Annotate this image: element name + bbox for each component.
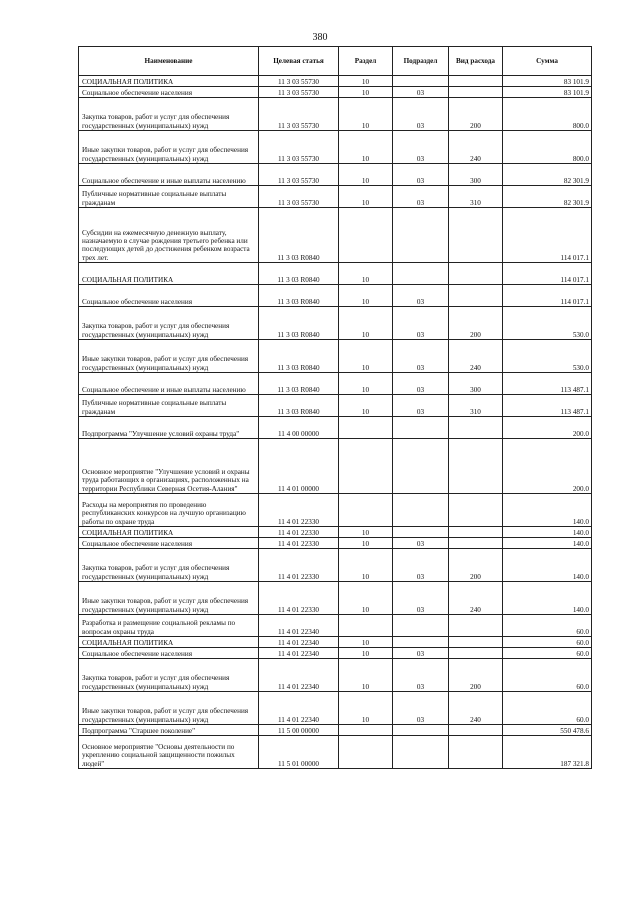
row-amount-cell: 140.0 [503,582,592,615]
row-expense-type-cell [449,538,503,549]
row-name-cell: Иные закупки товаров, работ и услуг для обеспечения государственных (муниципальных) нужд [79,340,259,373]
row-subsection-cell [393,494,449,527]
row-amount-cell: 82 301.9 [503,186,592,208]
row-target-cell: 11 4 01 22340 [259,637,339,648]
row-section-cell: 10 [339,307,393,340]
row-section-cell: 10 [339,263,393,285]
table-row [79,659,592,692]
row-section-cell: 10 [339,87,393,98]
row-target-cell: 11 5 01 00000 [259,736,339,769]
row-name-cell: Субсидии на ежемесячную денежную выплату, назначаемую в случае рождения третьего ребенка или последующих детей до достижения ребенком возраста трех лет. [79,208,259,263]
row-section-cell [339,615,393,637]
table-row [79,307,592,340]
row-amount-cell: 140.0 [503,527,592,538]
table-row [79,494,592,527]
row-target-cell: 11 4 01 22330 [259,494,339,527]
row-section-cell [339,725,393,736]
row-expense-type-cell: 300 [449,164,503,186]
row-name-cell: Подпрограмма "Улучшение условий охраны труда" [79,417,259,439]
table-row [79,186,592,208]
row-subsection-cell: 03 [393,131,449,164]
row-section-cell: 10 [339,549,393,582]
row-subsection-cell [393,263,449,285]
row-name-cell: Разработка и размещение социальной рекламы по вопросам охраны труда [79,615,259,637]
row-target-cell: 11 4 01 22330 [259,538,339,549]
row-name-cell: СОЦИАЛЬНАЯ ПОЛИТИКА [79,263,259,285]
row-amount-cell: 60.0 [503,637,592,648]
row-expense-type-cell: 310 [449,395,503,417]
row-section-cell [339,208,393,263]
row-subsection-cell [393,725,449,736]
row-name-cell: Социальное обеспечение населения [79,648,259,659]
table-row [79,725,592,736]
row-name-cell: Социальное обеспечение и иные выплаты населению [79,373,259,395]
row-name-cell: СОЦИАЛЬНАЯ ПОЛИТИКА [79,527,259,538]
row-target-cell: 11 3 03 R0840 [259,263,339,285]
row-target-cell: 11 3 03 R0840 [259,340,339,373]
table-row [79,692,592,725]
row-expense-type-cell: 240 [449,582,503,615]
row-expense-type-cell [449,263,503,285]
row-subsection-cell [393,527,449,538]
row-section-cell [339,494,393,527]
row-amount-cell: 60.0 [503,692,592,725]
row-name-cell: СОЦИАЛЬНАЯ ПОЛИТИКА [79,76,259,87]
row-target-cell: 11 3 03 55730 [259,87,339,98]
row-target-cell: 11 4 01 22330 [259,527,339,538]
row-amount-cell: 60.0 [503,659,592,692]
row-amount-cell: 113 487.1 [503,373,592,395]
row-section-cell: 10 [339,692,393,725]
row-name-cell: Иные закупки товаров, работ и услуг для обеспечения государственных (муниципальных) нужд [79,582,259,615]
row-amount-cell: 82 301.9 [503,164,592,186]
row-section-cell [339,417,393,439]
row-expense-type-cell: 240 [449,131,503,164]
row-subsection-cell: 03 [393,538,449,549]
column-header-subsection: Подраздел [393,47,449,76]
table-body [79,76,592,769]
row-subsection-cell: 03 [393,164,449,186]
row-subsection-cell [393,76,449,87]
column-header-section: Раздел [339,47,393,76]
row-name-cell: Закупка товаров, работ и услуг для обеспечения государственных (муниципальных) нужд [79,98,259,131]
row-amount-cell: 800.0 [503,131,592,164]
row-section-cell: 10 [339,76,393,87]
row-section-cell: 10 [339,582,393,615]
row-subsection-cell: 03 [393,307,449,340]
row-name-cell: Социальное обеспечение и иные выплаты населению [79,164,259,186]
row-expense-type-cell: 200 [449,549,503,582]
row-amount-cell: 140.0 [503,538,592,549]
row-target-cell: 11 5 00 00000 [259,725,339,736]
table-row [79,549,592,582]
row-target-cell: 11 3 03 55730 [259,164,339,186]
row-name-cell: Закупка товаров, работ и услуг для обеспечения государственных (муниципальных) нужд [79,307,259,340]
row-subsection-cell: 03 [393,98,449,131]
table-row [79,736,592,769]
row-target-cell: 11 4 01 22340 [259,659,339,692]
column-header-target: Целевая статья [259,47,339,76]
row-target-cell: 11 3 03 55730 [259,186,339,208]
row-amount-cell: 60.0 [503,648,592,659]
row-target-cell: 11 4 00 00000 [259,417,339,439]
row-subsection-cell [393,417,449,439]
row-section-cell: 10 [339,98,393,131]
table-row [79,164,592,186]
row-amount-cell: 140.0 [503,549,592,582]
row-expense-type-cell [449,615,503,637]
row-amount-cell: 83 101.9 [503,76,592,87]
row-target-cell: 11 3 03 R0840 [259,373,339,395]
table-row [79,263,592,285]
row-amount-cell: 113 487.1 [503,395,592,417]
row-section-cell: 10 [339,373,393,395]
row-expense-type-cell [449,527,503,538]
row-name-cell: Социальное обеспечение населения [79,87,259,98]
budget-table [78,46,592,769]
row-name-cell: Расходы на мероприятия по проведению республиканских конкурсов на лучшую организацию работы по охране труда [79,494,259,527]
row-target-cell: 11 3 03 55730 [259,98,339,131]
row-expense-type-cell [449,736,503,769]
row-expense-type-cell [449,439,503,494]
table-row [79,395,592,417]
table-row [79,285,592,307]
row-expense-type-cell [449,87,503,98]
table-row [79,582,592,615]
row-name-cell: Основное мероприятие "Основы деятельности по укреплению социальной защищенности пожилых людей" [79,736,259,769]
row-amount-cell: 187 321.8 [503,736,592,769]
row-expense-type-cell: 200 [449,307,503,340]
row-subsection-cell: 03 [393,395,449,417]
row-subsection-cell: 03 [393,549,449,582]
row-amount-cell: 530.0 [503,340,592,373]
row-amount-cell: 550 478.6 [503,725,592,736]
table-row [79,615,592,637]
row-target-cell: 11 3 03 55730 [259,131,339,164]
table-row [79,98,592,131]
table-row [79,131,592,164]
column-header-expense-type: Вид расхода [449,47,503,76]
row-target-cell: 11 4 01 22330 [259,549,339,582]
row-amount-cell: 114 017.1 [503,208,592,263]
row-expense-type-cell [449,637,503,648]
row-section-cell: 10 [339,340,393,373]
row-name-cell: Закупка товаров, работ и услуг для обеспечения государственных (муниципальных) нужд [79,549,259,582]
row-subsection-cell [393,439,449,494]
row-subsection-cell: 03 [393,692,449,725]
row-subsection-cell [393,208,449,263]
row-subsection-cell: 03 [393,340,449,373]
row-section-cell: 10 [339,395,393,417]
row-expense-type-cell: 200 [449,98,503,131]
row-name-cell: СОЦИАЛЬНАЯ ПОЛИТИКА [79,637,259,648]
table-row [79,637,592,648]
row-section-cell: 10 [339,131,393,164]
row-target-cell: 11 4 01 22340 [259,648,339,659]
row-amount-cell: 114 017.1 [503,285,592,307]
table-row [79,648,592,659]
row-target-cell: 11 3 03 55730 [259,76,339,87]
row-target-cell: 11 4 01 00000 [259,439,339,494]
row-name-cell: Подпрограмма "Старшее поколение" [79,725,259,736]
table-header-row [79,47,592,76]
row-target-cell: 11 3 03 R0840 [259,395,339,417]
row-expense-type-cell [449,76,503,87]
row-name-cell: Закупка товаров, работ и услуг для обеспечения государственных (муниципальных) нужд [79,659,259,692]
column-header-amount: Сумма [503,47,592,76]
row-section-cell: 10 [339,659,393,692]
row-subsection-cell: 03 [393,87,449,98]
row-section-cell: 10 [339,285,393,307]
row-expense-type-cell: 200 [449,659,503,692]
row-subsection-cell [393,637,449,648]
row-expense-type-cell: 240 [449,692,503,725]
table-row [79,538,592,549]
row-amount-cell: 200.0 [503,439,592,494]
row-amount-cell: 140.0 [503,494,592,527]
row-name-cell: Основное мероприятие "Улучшение условий и охраны труда работающих в организациях, расположенных на территории Республики Северная Осетия-Алания" [79,439,259,494]
row-expense-type-cell [449,494,503,527]
table-row [79,439,592,494]
table-row [79,527,592,538]
table-row [79,76,592,87]
row-subsection-cell: 03 [393,648,449,659]
row-expense-type-cell [449,208,503,263]
row-subsection-cell: 03 [393,186,449,208]
row-expense-type-cell: 240 [449,340,503,373]
row-amount-cell: 114 017.1 [503,263,592,285]
row-name-cell: Социальное обеспечение населения [79,285,259,307]
row-target-cell: 11 3 03 R0840 [259,307,339,340]
page-number: 380 [312,32,328,43]
row-amount-cell: 800.0 [503,98,592,131]
row-expense-type-cell [449,648,503,659]
row-section-cell: 10 [339,527,393,538]
table-row [79,208,592,263]
table-row [79,373,592,395]
row-target-cell: 11 4 01 22340 [259,615,339,637]
row-name-cell: Публичные нормативные социальные выплаты гражданам [79,186,259,208]
row-subsection-cell: 03 [393,373,449,395]
row-amount-cell: 60.0 [503,615,592,637]
row-name-cell: Социальное обеспечение населения [79,538,259,549]
column-header-name: Наименование [79,47,259,76]
row-section-cell: 10 [339,637,393,648]
row-target-cell: 11 4 01 22340 [259,692,339,725]
row-subsection-cell: 03 [393,582,449,615]
table-row [79,417,592,439]
table-row [79,340,592,373]
row-amount-cell: 530.0 [503,307,592,340]
row-subsection-cell [393,736,449,769]
row-name-cell: Иные закупки товаров, работ и услуг для обеспечения государственных (муниципальных) нужд [79,692,259,725]
row-section-cell [339,439,393,494]
row-subsection-cell: 03 [393,659,449,692]
row-target-cell: 11 3 03 R0840 [259,285,339,307]
row-subsection-cell [393,615,449,637]
table-row [79,87,592,98]
row-section-cell [339,736,393,769]
row-subsection-cell: 03 [393,285,449,307]
row-expense-type-cell: 310 [449,186,503,208]
row-amount-cell: 200.0 [503,417,592,439]
row-section-cell: 10 [339,186,393,208]
row-section-cell: 10 [339,538,393,549]
row-expense-type-cell: 300 [449,373,503,395]
row-target-cell: 11 3 03 R0840 [259,208,339,263]
row-expense-type-cell [449,725,503,736]
row-section-cell: 10 [339,164,393,186]
row-expense-type-cell [449,417,503,439]
row-expense-type-cell [449,285,503,307]
row-name-cell: Иные закупки товаров, работ и услуг для обеспечения государственных (муниципальных) нужд [79,131,259,164]
row-amount-cell: 83 101.9 [503,87,592,98]
row-section-cell: 10 [339,648,393,659]
row-target-cell: 11 4 01 22330 [259,582,339,615]
row-name-cell: Публичные нормативные социальные выплаты гражданам [79,395,259,417]
